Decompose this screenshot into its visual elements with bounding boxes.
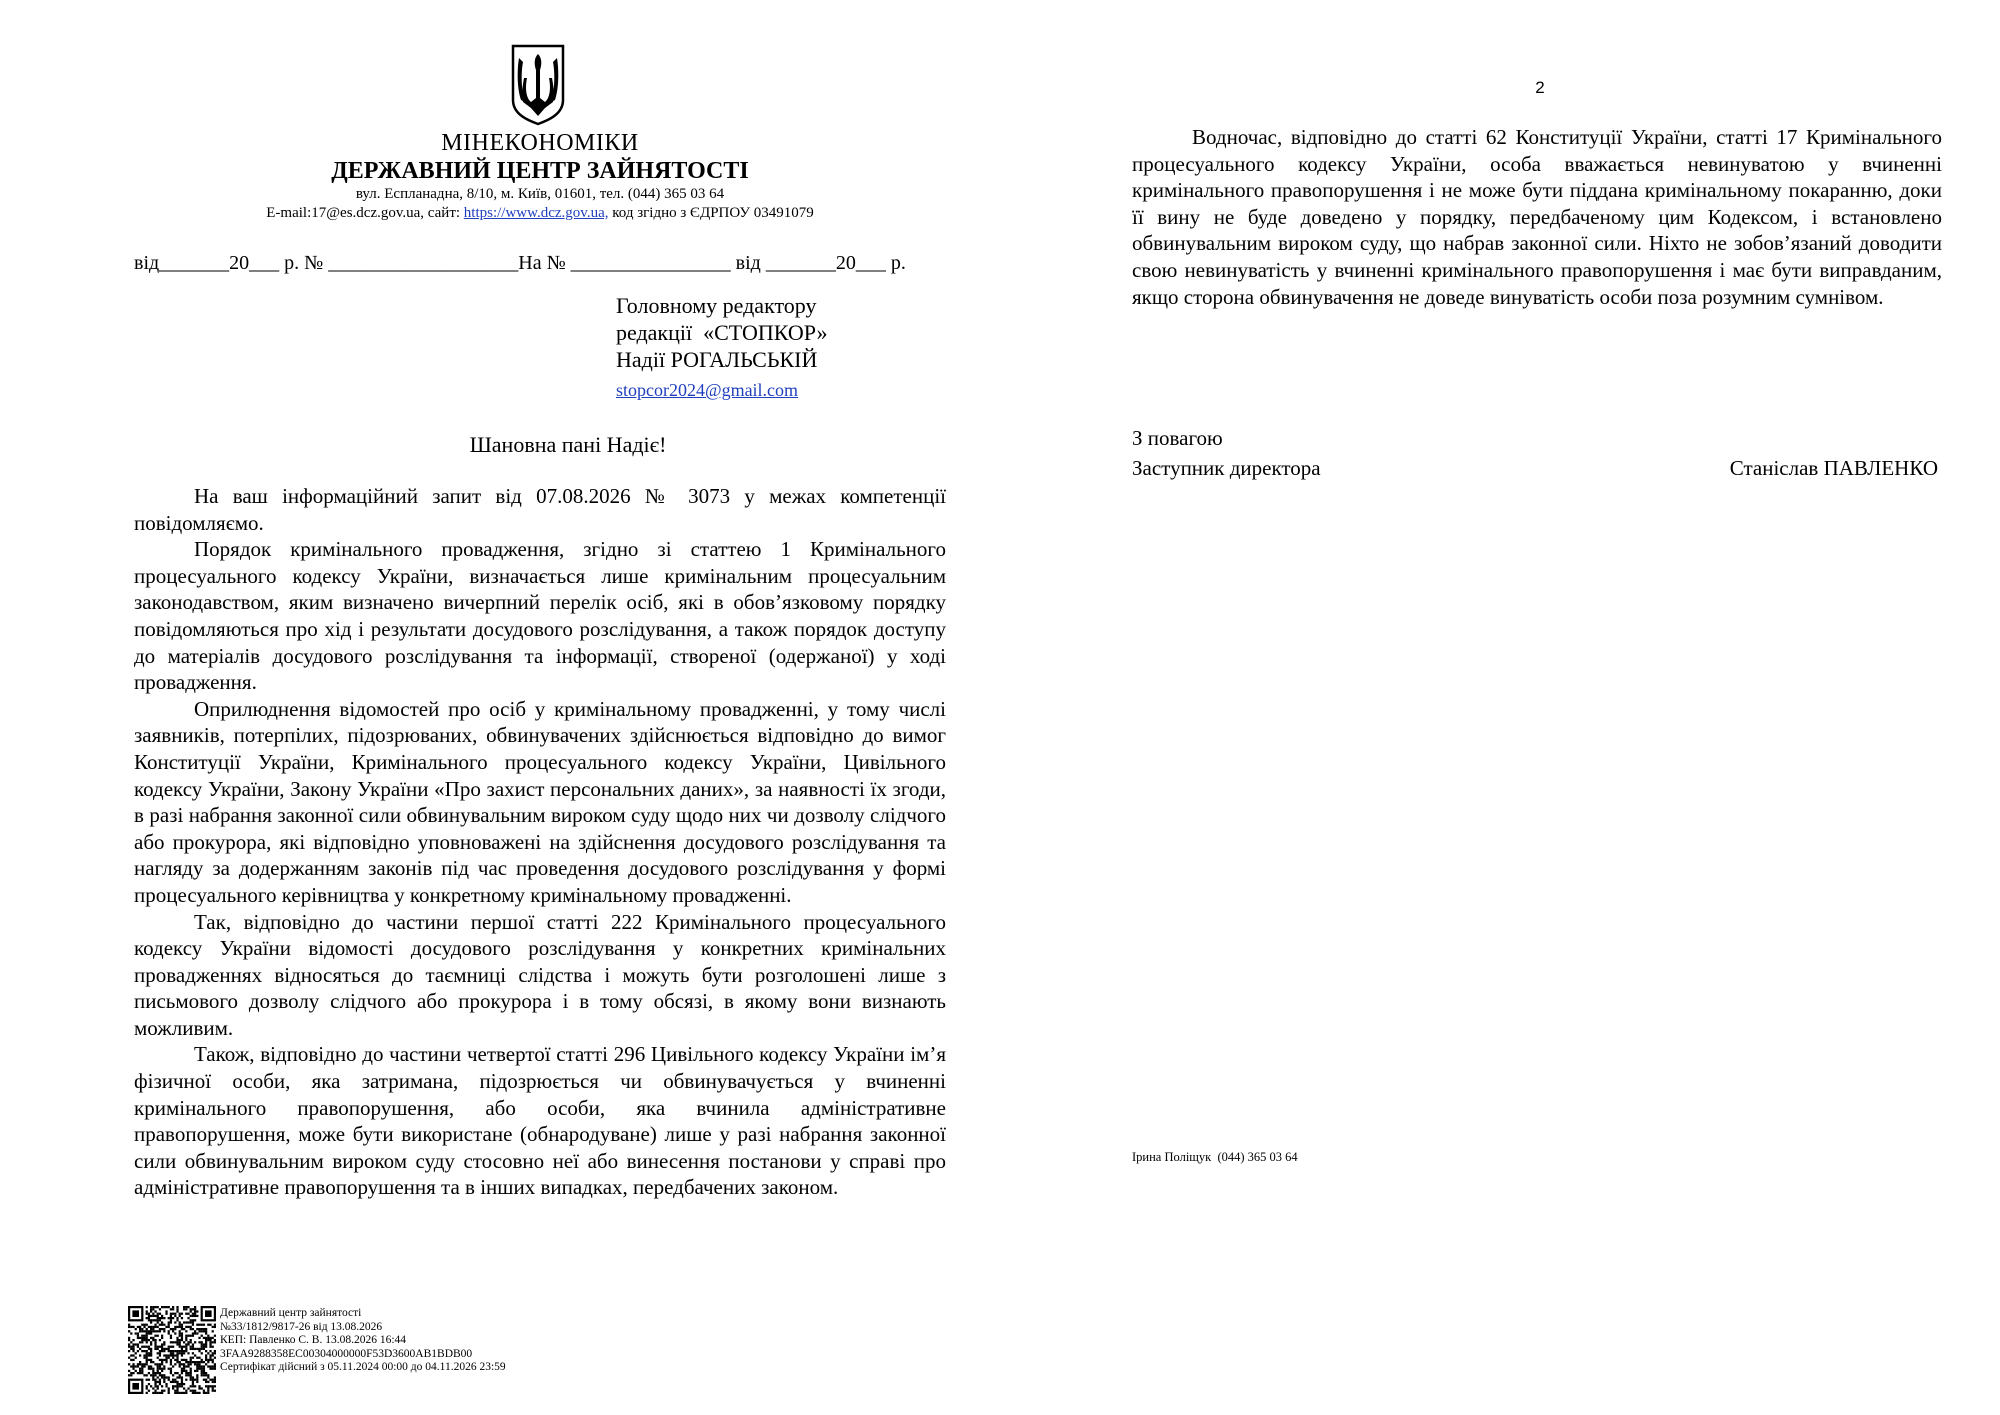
agency-name: ДЕРЖАВНИЙ ЦЕНТР ЗАЙНЯТОСТІ <box>331 158 749 184</box>
recipient-line: Головному редактору <box>616 293 817 318</box>
body-paragraph: На ваш інформаційний запит від 07.08.2026 № 3073 у межах компетенції повідомляємо. <box>134 484 946 535</box>
executor-contact: Ірина Поліщук (044) 365 03 64 <box>1132 1150 1298 1164</box>
website-link[interactable]: https://www.dcz.gov.ua, <box>463 205 609 221</box>
contact-suffix: код згідно з ЄДРПОУ 03491079 <box>608 205 814 221</box>
letter-body <box>134 483 946 1201</box>
recipient-block <box>616 292 828 373</box>
stamp-line: Сертифікат дійсний з 05.11.2024 00:00 до 04.11.2026 23:59 <box>220 1361 506 1373</box>
recipient-email-link[interactable]: stopcor2024@gmail.com <box>616 380 799 400</box>
trident-emblem-icon <box>509 44 567 126</box>
agency-address: вул. Еспланадна, 8/10, м. Київ, 01601, тел. (044) 365 03 64 <box>355 186 725 202</box>
letter-body <box>1132 124 1942 310</box>
closing-phrase: З повагою <box>1132 426 1223 450</box>
registration-line: від_______20___ р. № ___________________На № ________________ від _______20___ р. <box>134 252 906 274</box>
stamp-line: 3FAA9288358EC00304000000F53D3600AB1BDB00 <box>220 1347 473 1360</box>
signer-name: Станіслав ПАВЛЕНКО <box>1729 456 1938 480</box>
signature-stamp <box>220 1307 506 1375</box>
body-paragraph: Порядок кримінального провадження, згідно зі статтею 1 Кримінального процесуального кодексу України, визначається лише кримінальним процесуальним законодавством, яким визначено вичерпний перелік осіб, які в обов’язковому порядку повідомляються про хід і результати досудового розслідування, а також порядок доступу до матеріалів досудового розслідування та інформації, створеної (одержаної) у ході провадження. <box>134 537 946 695</box>
page-number: 2 <box>1535 78 1545 97</box>
ministry-name: МІНЕКОНОМІКИ <box>441 130 639 156</box>
recipient-line: Надії РОГАЛЬСЬКІЙ <box>616 347 818 372</box>
body-paragraph: Також, відповідно до частини четвертої статті 296 Цивільного кодексу України ім’я фізичної особи, яка затримана, підозрюється чи обвинувачується у вчиненні кримінального правопорушення, або особи, яка вчинила адміністративне правопорушення, може бути використане (обнародуване) лише у разі набрання законної сили обвинувальним вироком суду стосовно неї або винесення постанови у справі про адміністративне правопорушення та в інших випадках, передбачених законом. <box>134 1042 946 1200</box>
stamp-line: Державний центр зайнятості <box>220 1307 362 1319</box>
agency-contacts <box>0 205 1080 222</box>
qr-code-icon <box>128 1306 216 1394</box>
stamp-line: №33/1812/9817-26 від 13.08.2026 <box>220 1320 383 1333</box>
body-paragraph: Оприлюднення відомостей про осіб у кримінальному провадженні, у тому числі заявників, потерпілих, підозрюваних, обвинувачених здійснюється відповідно до вимог Конституції України, Кримінального процесуального кодексу України, Цивільного кодексу України, Закону України «Про захист персональних даних», за наявності їх згоди, в разі набрання законної сили обвинувальним вироком суду щодо них чи дозволу слідчого або прокурора, які відповідно уповноважені на здійснення досудового розслідування та нагляду за додержанням законів під час проведення досудового розслідування у формі процесуального керівництва у конкретному кримінальному провадженні. <box>134 696 946 907</box>
stamp-line: КЕП: Павленко С. В. 13.08.2026 16:44 <box>220 1334 407 1346</box>
greeting: Шановна пані Надіє! <box>469 432 667 457</box>
signer-position: Заступник директора <box>1132 456 1321 480</box>
contact-prefix: E-mail:17@es.dcz.gov.ua, сайт: <box>266 205 464 221</box>
letter-page-2 <box>1000 0 2000 1415</box>
recipient-line: редакції «СТОПКОР» <box>616 320 828 345</box>
body-paragraph: Водночас, відповідно до статті 62 Конституції України, статті 17 Кримінального процесуального кодексу України, особа вважається невинуватою у вчиненні кримінального правопорушення і не може бути піддана кримінальному покаранню, доки її вину не буде доведено у порядку, передбаченому цим Кодексом, і встановлено обвинувальним вироком суду, що набрав законної сили. Ніхто не зобов’язаний доводити свою невинуватість у вчиненні кримінального правопорушення і має бути виправданим, якщо сторона обвинувачення не доведе винуватість особи поза розумним сумнівом. <box>1132 125 1942 309</box>
body-paragraph: Так, відповідно до частини першої статті 222 Кримінального процесуального кодексу України відомості досудового розслідування у конкретних кримінальних провадженнях відносяться до таємниці слідства і можуть бути розголошені лише з письмового дозволу слідчого або прокурора і в тому обсязі, в якому вони визнають можливим. <box>134 909 946 1040</box>
